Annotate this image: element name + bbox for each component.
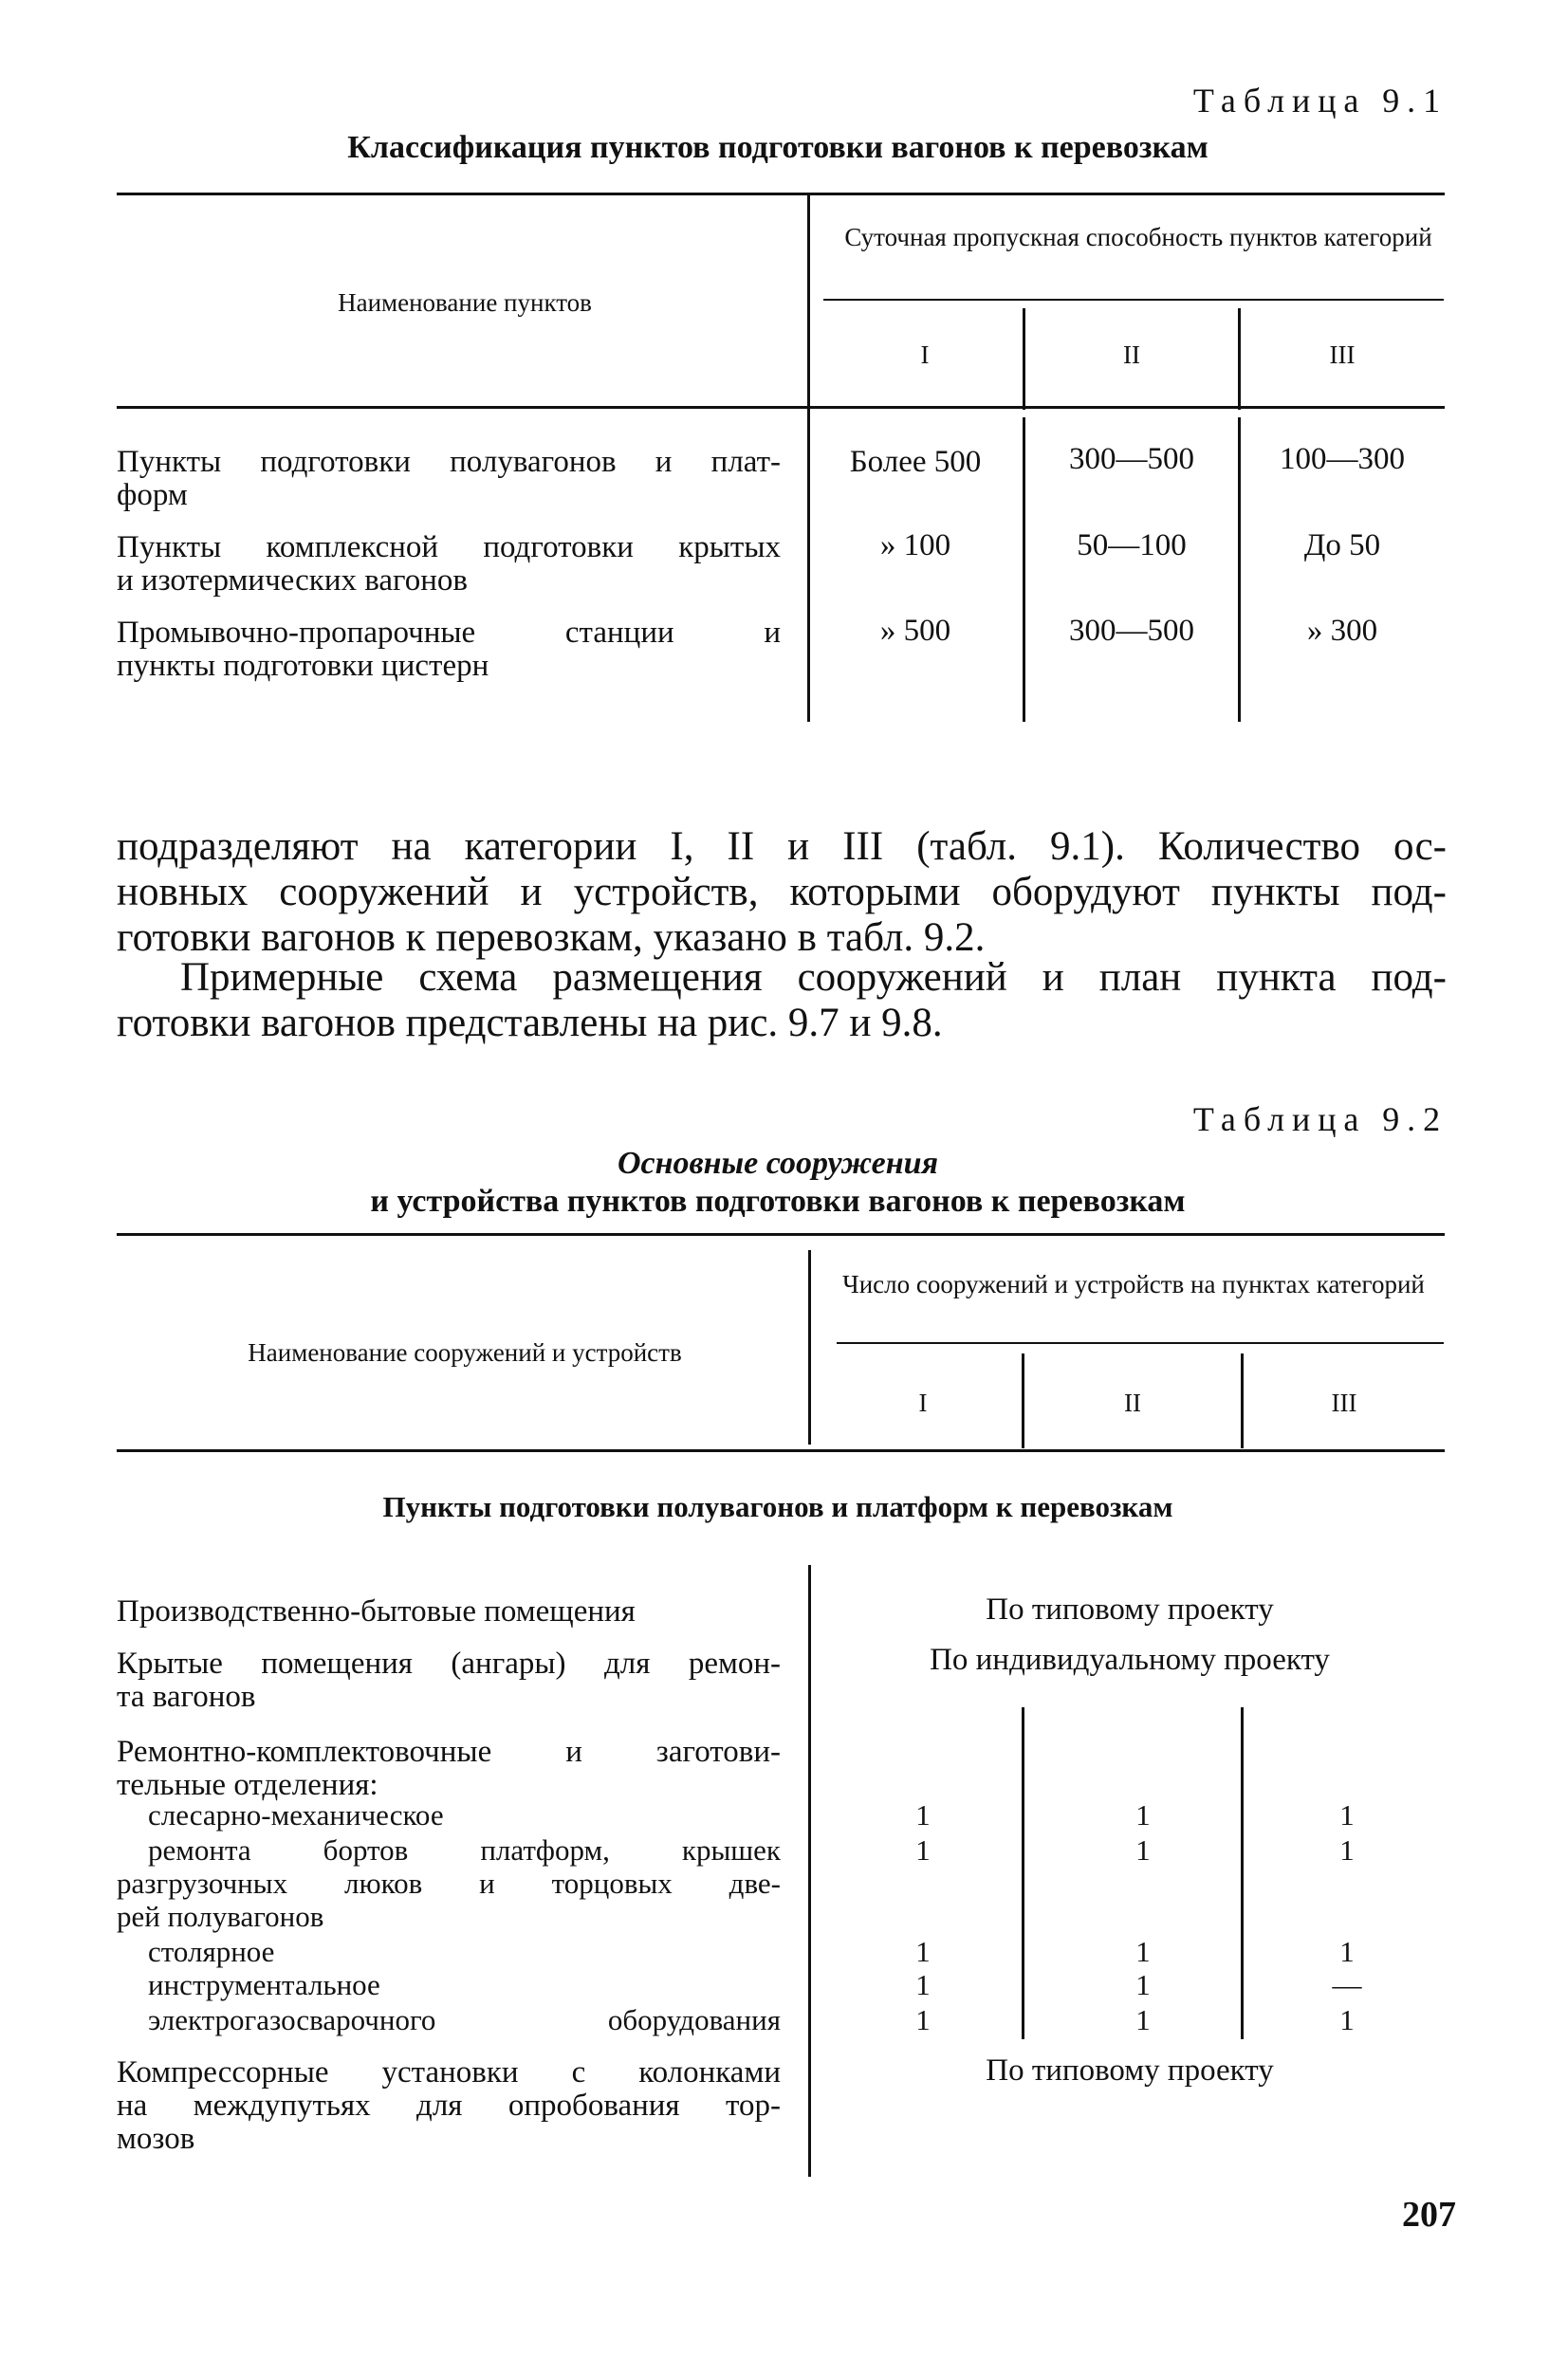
table1-row2-name-l2: и изотермических вагонов xyxy=(117,563,468,598)
body-p2-line1: Примерные схема размещения сооружений и план пункта под- xyxy=(180,955,1447,1000)
table1-row3-name-l1: Промывочно-пропарочные станции и xyxy=(117,616,781,650)
table2-sub5-name: электрогазосварочного оборудования xyxy=(148,2003,781,2036)
table1-cat-I: I xyxy=(920,341,930,369)
table1-row3-v1: » 500 xyxy=(879,614,951,648)
table1-row1-v2: 300—500 xyxy=(1069,442,1194,476)
table1-cat-II: II xyxy=(1123,341,1140,369)
table1-row2-v1: » 100 xyxy=(879,528,951,562)
table2-group-rule xyxy=(837,1342,1444,1344)
table2-r4-value: По типовому проекту xyxy=(986,2053,1274,2088)
table1-row2-v2: 50—100 xyxy=(1077,528,1187,562)
table2-header-col-divider xyxy=(808,1250,811,1445)
table2-cat-III: III xyxy=(1331,1389,1357,1417)
table2-sub4-v1: 1 xyxy=(915,1968,931,2001)
table2-sub4-v2: 1 xyxy=(1135,1968,1151,2001)
table2-r3-name-l1: Ремонтно-комплектовочные и заготови- xyxy=(117,1735,781,1769)
table2-r3-name-l2: тельные отделения: xyxy=(117,1768,378,1802)
table2-sub2-v1: 1 xyxy=(915,1833,931,1867)
table2-cat-I: I xyxy=(918,1389,928,1417)
table2-r4-name-l2: на междупутьях для опробования тор- xyxy=(117,2089,781,2123)
table2-sub3-v1: 1 xyxy=(915,1935,931,1968)
table2-cat-divider-2 xyxy=(1241,1353,1244,1448)
table2-r2-name-l1: Крытые помещения (ангары) для ремон- xyxy=(117,1647,781,1681)
table2-sub5-v2: 1 xyxy=(1135,2003,1151,2036)
table2-sub2-v3: 1 xyxy=(1339,1833,1355,1867)
table2-sub3-name: столярное xyxy=(148,1935,275,1968)
table1-row3-v3: » 300 xyxy=(1306,614,1378,648)
table2-r4-name-l3: мозов xyxy=(117,2122,195,2156)
body-p1-line3: готовки вагонов к перевозкам, указано в табл. 9.2. xyxy=(117,915,986,960)
table1-header-rule xyxy=(117,406,1445,409)
table2-r1-value: По типовому проекту xyxy=(986,1593,1274,1627)
table1-label: Таблица 9.1 xyxy=(1192,82,1448,120)
table2-body-divider-1 xyxy=(1022,1707,1024,2039)
table2-sub3-v2: 1 xyxy=(1135,1935,1151,1968)
table2-r2-name-l2: та вагонов xyxy=(117,1680,256,1714)
table1-row3-name-l2: пункты подготовки цистерн xyxy=(117,649,489,683)
table2-sub5-v3: 1 xyxy=(1339,2003,1355,2036)
table2-sub4-v3: — xyxy=(1332,1968,1362,2001)
table1-group-rule xyxy=(823,299,1444,301)
table2-top-rule xyxy=(117,1233,1445,1236)
table2-sub1-v1: 1 xyxy=(915,1798,931,1832)
table2-sub1-v3: 1 xyxy=(1339,1798,1355,1832)
table2-col-group-header: Число сооружений и устройств на пунктах категорий xyxy=(842,1270,1425,1298)
table1-col-divider xyxy=(807,195,810,722)
table2-sub2-name-l1: ремонта бортов платформ, крышек xyxy=(148,1833,781,1867)
table2-header-rule xyxy=(117,1449,1445,1452)
table2-col-name-header: Наименование сооружений и устройств xyxy=(248,1338,682,1367)
table1-col-group-header: Суточная пропускная способность пунктов категорий xyxy=(844,223,1432,251)
table2-sub5-v1: 1 xyxy=(915,2003,931,2036)
body-p2-line2: готовки вагонов представлены на рис. 9.7 и 9.8. xyxy=(117,1001,943,1045)
table2-sub1-name: слесарно-механическое xyxy=(148,1798,444,1832)
table2-cat-divider-1 xyxy=(1022,1353,1024,1448)
table2-r1-name: Производственно-бытовые помещения xyxy=(117,1594,636,1629)
table2-sub1-v2: 1 xyxy=(1135,1798,1151,1832)
table1-row3-v2: 300—500 xyxy=(1069,614,1194,648)
table1-row1-v3: 100—300 xyxy=(1280,442,1405,476)
table1-row2-name-l1: Пункты комплексной подготовки крытых xyxy=(117,530,781,564)
page-number: 207 xyxy=(1402,2195,1456,2235)
table1-top-rule xyxy=(117,193,1445,195)
table2-section-heading: Пункты подготовки полувагонов и платформ к перевозкам xyxy=(382,1490,1173,1523)
table1-row1-name-l2: форм xyxy=(117,478,188,512)
table1-row1-name-l1: Пункты подготовки полувагонов и плат- xyxy=(117,445,781,479)
table2-r4-name-l1: Компрессорные установки с колонками xyxy=(117,2055,781,2090)
table2-sub4-name: инструментальное xyxy=(148,1968,380,2001)
table2-sub3-v3: 1 xyxy=(1339,1935,1355,1968)
table2-sub2-v2: 1 xyxy=(1135,1833,1151,1867)
table1-col-name-header: Наименование пунктов xyxy=(338,288,592,317)
table2-title-line2: и устройства пунктов подготовки вагонов к перевозкам xyxy=(370,1184,1186,1219)
table2-r2-value: По индивидуальному проекту xyxy=(930,1643,1330,1677)
table1-row2-v3: До 50 xyxy=(1303,528,1381,562)
table1-row1-v1: Более 500 xyxy=(849,445,982,479)
table2-sub2-name-l3: рей полувагонов xyxy=(117,1900,324,1933)
table2-sub2-name-l2: разгрузочных люков и торцовых две- xyxy=(117,1867,781,1900)
table2-body-col-divider xyxy=(808,1565,811,2177)
table1-title: Классификация пунктов подготовки вагонов к перевозкам xyxy=(347,130,1208,165)
table2-label: Таблица 9.2 xyxy=(1192,1100,1448,1138)
table1-body-divider-1 xyxy=(1023,417,1025,722)
table1-cat-III: III xyxy=(1329,341,1356,369)
body-p1-line1: подразделяют на категории I, II и III (табл. 9.1). Количество ос- xyxy=(117,824,1447,869)
table2-cat-II: II xyxy=(1124,1389,1141,1417)
table2-title-line1: Основные сооружения xyxy=(617,1146,939,1181)
body-p1-line2: новных сооружений и устройств, которыми оборудуют пункты под- xyxy=(117,870,1447,914)
